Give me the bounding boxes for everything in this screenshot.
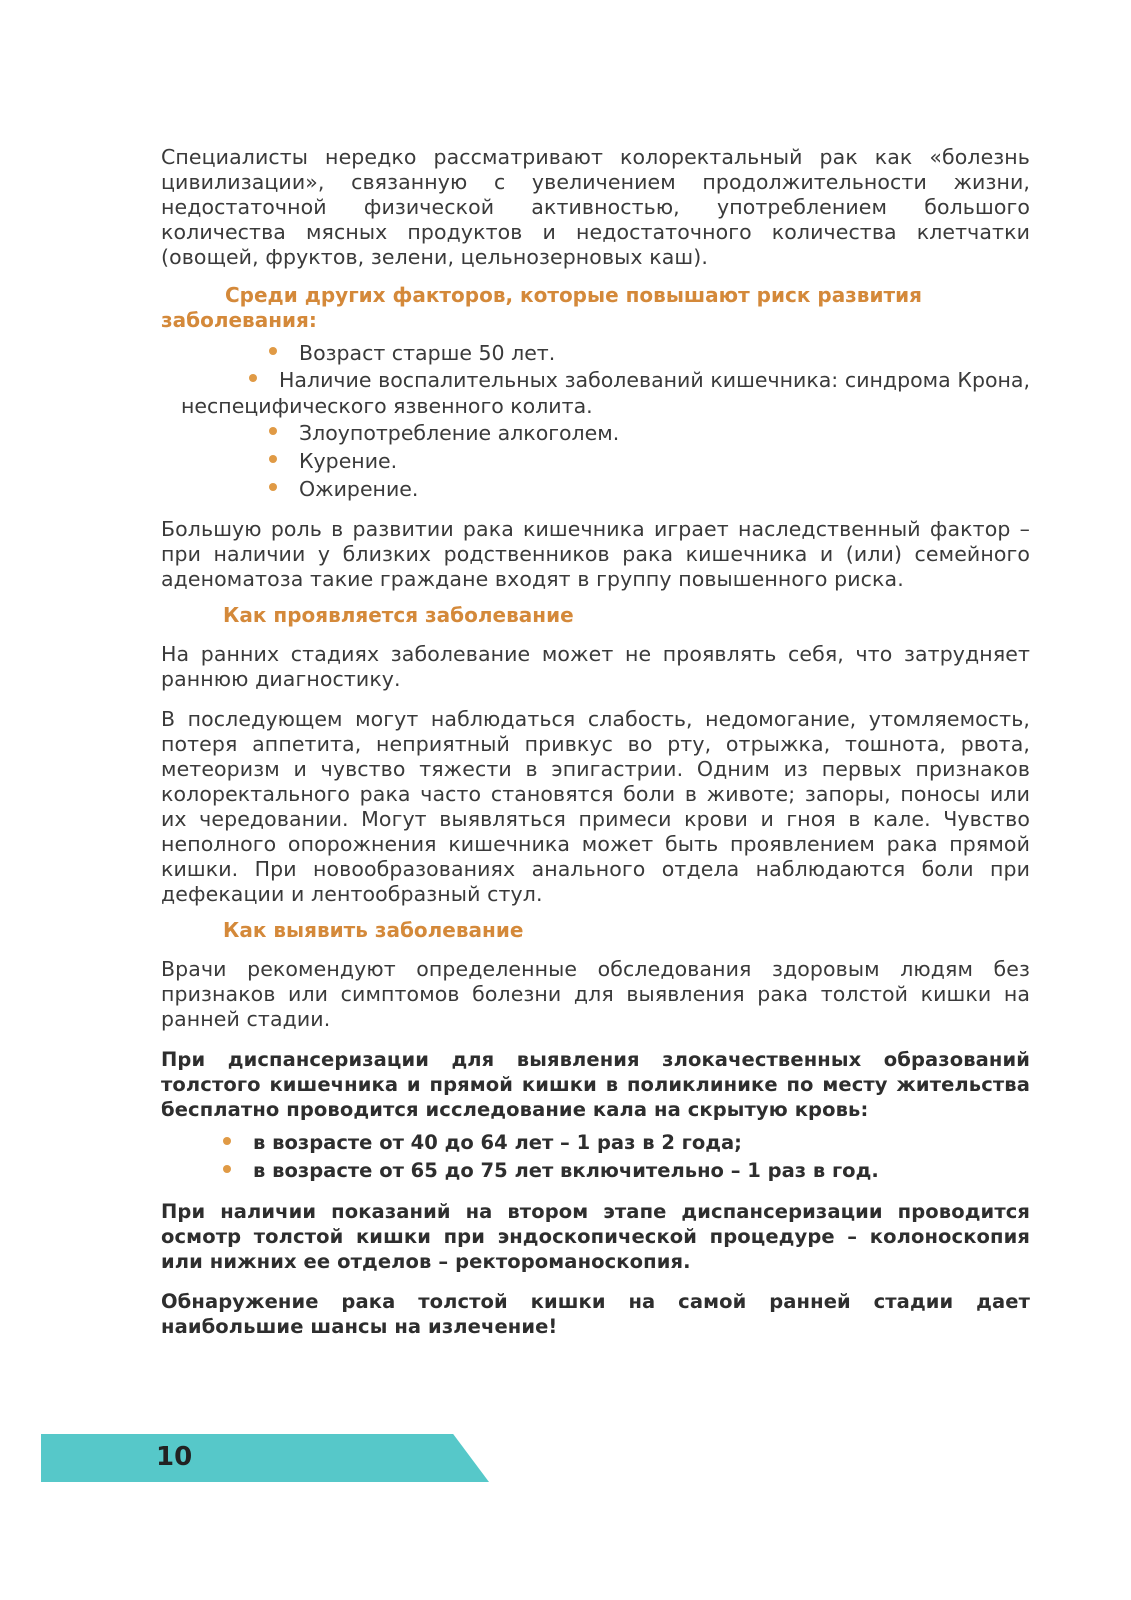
symptoms-paragraph-2: В последующем могут наблюдаться слабость, недомогание, утомляемость, потеря аппетита, неприятный привкус во рту, отрыжка, тошнота, рвота, метеоризм и чувство тяжести в эпигастрии. Одним из первых признаков колоректального рака часто становятся боли в животе; запоры, поносы или их чередовании. Могут выявляться примеси крови и гноя в кале. Чувство неполного опорожнения кишечника может быть проявлением рака прямой кишки. При новообразованиях анального отдела наблюдаются боли при дефекации и лентообразный стул. (161, 707, 1030, 906)
page-number: 10 (156, 1442, 193, 1472)
list-item: в возрасте от 65 до 75 лет включительно – 1 раз в год. (161, 1157, 1030, 1185)
detection-heading: Как выявить заболевание (223, 918, 524, 942)
screening-schedule-list (161, 1129, 1030, 1185)
bullet-icon (269, 347, 277, 355)
list-item: Ожирение. (161, 475, 1030, 503)
symptoms-heading: Как проявляется заболевание (223, 603, 574, 627)
bullet-icon (223, 1137, 231, 1145)
heredity-paragraph: Большую роль в развитии рака кишечника играет наследственный фактор – при наличии у близких родственников рака кишечника и (или) семейного аденоматоза такие граждане входят в группу повышенного риска. (161, 517, 1030, 591)
list-item: Наличие воспалительных заболеваний кишечника: синдрома Крона, неспецифического язвенного колита. (181, 368, 1030, 418)
page-content (161, 145, 1030, 1354)
bullet-icon (269, 455, 277, 463)
footer-bar (41, 1434, 489, 1482)
detection-paragraph-4: Обнаружение рака толстой кишки на самой ранней стадии дает наибольшие шансы на излечение! (161, 1290, 1030, 1338)
bullet-icon (269, 483, 277, 491)
intro-paragraph: Специалисты нередко рассматривают колоректальный рак как «болезнь цивилизации», связанную с увеличением продолжительности жизни, недостаточной физической активностью, употреблением большого количества мясных продуктов и недостаточного количества клетчатки (овощей, фруктов, зелени, цельнозерновых каш). (161, 145, 1030, 269)
detection-paragraph-2: При диспансеризации для выявления злокачественных образований толстого кишечника и прямой кишки в поликлинике по месту жительства бесплатно проводится исследование кала на скрытую кровь: (161, 1048, 1030, 1121)
detection-paragraph-3: При наличии показаний на втором этапе диспансеризации проводится осмотр толстой кишки при эндоскопической процедуре – колоноскопия или нижних ее отделов – ректороманоскопия. (161, 1200, 1030, 1273)
bullet-icon (269, 427, 277, 435)
bullet-icon (223, 1165, 231, 1173)
risk-factors-heading: Среди других факторов, которые повышают риск развития заболевания: (161, 283, 922, 332)
detection-paragraph-1: Врачи рекомендуют определенные обследования здоровым людям без признаков или симптомов болезни для выявления рака толстой кишки на ранней стадии. (161, 957, 1030, 1031)
list-item: в возрасте от 40 до 64 лет – 1 раз в 2 года; (161, 1129, 1030, 1157)
list-item: Злоупотребление алкоголем. (161, 419, 1030, 447)
list-item: Курение. (161, 447, 1030, 475)
bullet-icon (249, 374, 257, 382)
symptoms-paragraph-1: На ранних стадиях заболевание может не проявлять себя, что затрудняет раннюю диагностику. (161, 642, 1030, 691)
risk-factors-list (161, 339, 1030, 503)
list-item: Возраст старше 50 лет. (161, 339, 1030, 367)
